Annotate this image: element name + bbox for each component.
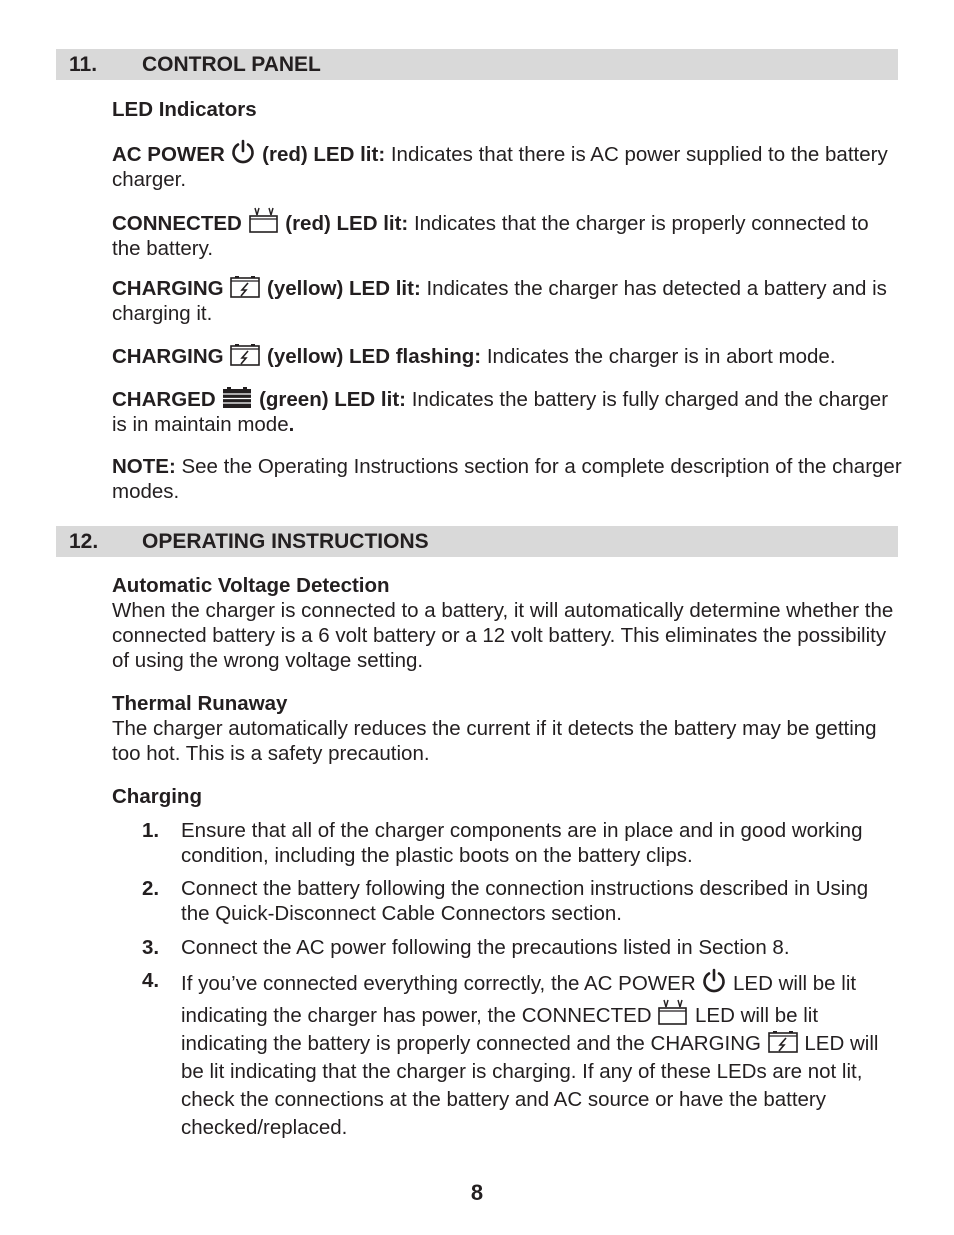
- charging-battery-icon: [229, 343, 261, 367]
- power-icon: [701, 968, 727, 994]
- led-description: Indicates that there is AC power supplied to the battery charger.: [112, 143, 888, 191]
- note: [112, 454, 902, 504]
- auto-voltage-section: [112, 573, 902, 673]
- led-description: Indicates the battery is fully charged and the charger is in maintain mode: [112, 388, 889, 436]
- charging-battery-icon: [229, 275, 261, 299]
- section-number: 11.: [69, 53, 98, 76]
- led-state: (yellow) LED lit:: [267, 277, 421, 300]
- section-title: CONTROL PANEL: [142, 53, 321, 76]
- led-label: AC POWER: [112, 143, 225, 166]
- led-label: CONNECTED: [112, 212, 242, 235]
- connected-battery-icon: [248, 206, 280, 234]
- led-label: CHARGING: [112, 345, 224, 368]
- charging-battery-icon: [767, 1030, 799, 1054]
- led-indicators-heading: LED Indicators: [112, 98, 257, 121]
- charging-heading: Charging: [112, 785, 202, 808]
- thermal-runaway-section: [112, 691, 902, 766]
- section-12-header: [56, 526, 898, 557]
- step-number: 2.: [142, 877, 160, 900]
- led-description: Indicates the charger has detected a battery and is charging it.: [112, 277, 887, 325]
- section-number: 12.: [69, 530, 99, 553]
- step-text: Ensure that all of the charger components are in place and in good working condition, including the plastic boots on the battery clips.: [181, 819, 863, 867]
- led-description: Indicates that the charger is properly connected to the battery.: [112, 212, 869, 260]
- led-state: (yellow) LED flashing:: [267, 345, 482, 368]
- power-icon: [230, 139, 256, 165]
- connected-battery-icon: [657, 998, 689, 1026]
- step-number: 4.: [142, 969, 160, 992]
- step-number: 3.: [142, 936, 160, 959]
- thermal-runaway-heading: Thermal Runaway: [112, 692, 288, 715]
- led-state: (green) LED lit:: [259, 388, 406, 411]
- step-text-part: LED will be lit indicating the battery is properly connected and the CHARGING: [181, 1004, 819, 1055]
- step-text-part: LED will be lit indicating the charger has power, the CONNECTED: [181, 972, 857, 1027]
- note-label: NOTE:: [112, 455, 176, 478]
- thermal-runaway-text: The charger automatically reduces the current if it detects the battery may be getting too hot. This is a safety precaution.: [112, 717, 877, 765]
- led-item-ac-power: [112, 139, 902, 192]
- step-text: Connect the AC power following the precautions listed in Section 8.: [181, 936, 790, 959]
- step-text-part: LED will be lit indicating that the charger is charging. If any of these LEDs are not lit, check the connections at the battery and AC source or have the battery checked/replaced.: [181, 1032, 879, 1139]
- auto-voltage-heading: Automatic Voltage Detection: [112, 574, 390, 597]
- led-label: CHARGING: [112, 277, 224, 300]
- section-11-header: [56, 49, 898, 80]
- section-title: OPERATING INSTRUCTIONS: [142, 530, 429, 553]
- led-state: (red) LED lit:: [262, 143, 386, 166]
- charged-battery-icon: [221, 386, 253, 410]
- auto-voltage-text: When the charger is connected to a battery, it will automatically determine whether the connected battery is a 6 volt battery or a 12 volt battery. This eliminates the possibility of using the wrong voltage setting.: [112, 599, 894, 672]
- step-number: 1.: [142, 819, 160, 842]
- page-number: 8: [470, 1180, 484, 1205]
- step-text: Connect the battery following the connection instructions described in Using the Quick-Disconnect Cable Connectors section.: [181, 877, 869, 925]
- note-text: See the Operating Instructions section for a complete description of the charger modes.: [112, 455, 902, 503]
- led-item-connected: [112, 206, 902, 261]
- step-text-part: If you’ve connected everything correctly, the AC POWER: [181, 972, 696, 995]
- led-state: (red) LED lit:: [285, 212, 409, 235]
- led-item-charged: [112, 386, 902, 437]
- led-item-charging-lit: [112, 275, 902, 326]
- led-description-end: .: [288, 413, 295, 436]
- led-label: CHARGED: [112, 388, 216, 411]
- led-description: Indicates the charger is in abort mode.: [486, 345, 836, 368]
- led-item-charging-flashing: [112, 343, 902, 369]
